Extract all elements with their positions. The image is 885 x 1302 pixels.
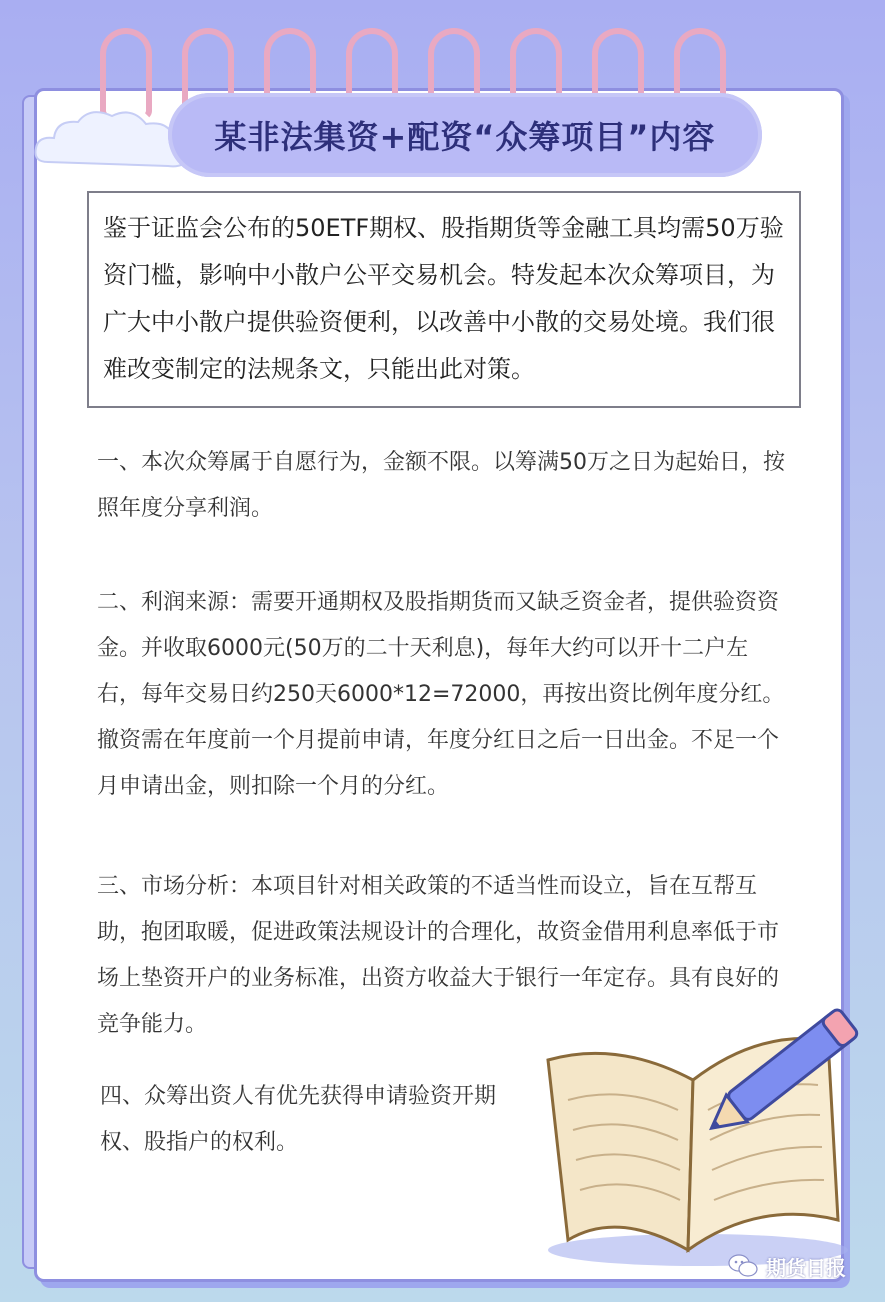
- page-title: 某非法集资+配资“众筹项目”内容: [214, 118, 716, 156]
- title-banner: [168, 93, 762, 177]
- section-1: 一、本次众筹属于自愿行为，金额不限。以筹满50万之日为起始日，按照年度分享利润。: [97, 450, 785, 521]
- brand-name: 期货日报: [766, 1255, 846, 1280]
- section-4: 四、众筹出资人有优先获得申请验资开期权、股指户的权利。: [100, 1084, 497, 1155]
- section-3: 三、市场分析：本项目针对相关政策的不适当性而设立，旨在互帮互助，抱团取暖，促进政策法规设计的合理化，故资金借用利息率低于市场上垫资开户的业务标准，出资方收益大于银行一年定存。具有良好的竞争能力。: [97, 874, 780, 1037]
- section-2: 二、利润来源：需要开通期权及股指期货而又缺乏资金者，提供验资资金。并收取6000元(50万的二十天利息)，每年大约可以开十二户左右，每年交易日约250天6000*12=72000，再按出资比例年度分红。撤资需在年度前一个月提前申请，年度分红日之后一日出金。不足一个月申请出金，则扣除一个月的分红。: [97, 590, 785, 799]
- book-pencil-illustration: [528, 1000, 868, 1270]
- intro-paragraph: 鉴于证监会公布的50ETF期权、股指期货等金融工具均需50万验资门槛，影响中小散户公平交易机会。特发起本次众筹项目，为广大中小散户提供验资便利，以改善中小散的交易处境。我们很难改变制定的法规条文，只能出此对策。: [103, 214, 784, 383]
- brand-watermark: [728, 1250, 846, 1282]
- wechat-icon: [728, 1253, 758, 1279]
- intro-box: [87, 191, 801, 408]
